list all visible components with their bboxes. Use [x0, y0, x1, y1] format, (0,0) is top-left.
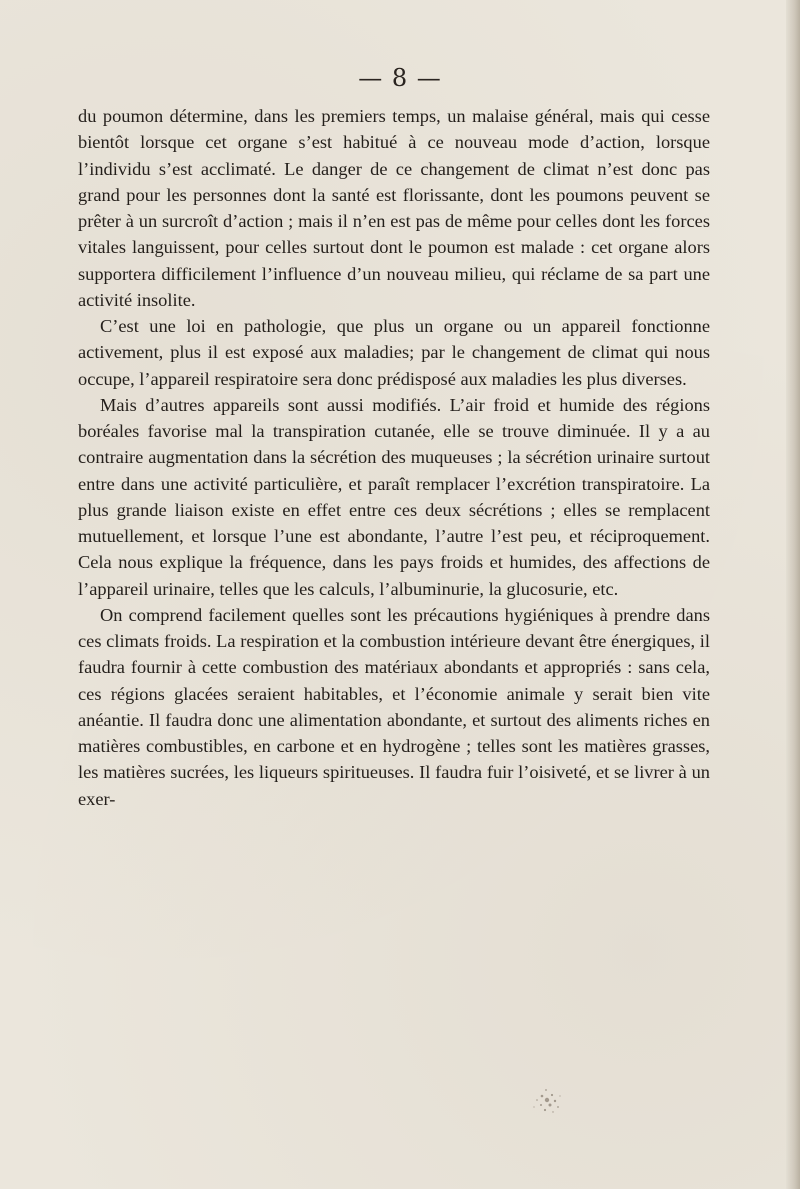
paragraph-3: Mais d’autres appareils sont aussi modifiés. L’air froid et humide des régions boréales favorise mal la transpiration cutanée, elle se trouve diminuée. Il y a au contraire augmentation dans la sécrétion des muqueuses ; la sécrétion urinaire surtout entre dans une activité particulière, et paraît remplacer l’excrétion transpiratoire. La plus grande liaison existe en effet entre ces deux sécrétions ; elles se remplacent mutuellement, et lorsque l’une est abondante, l’autre l’est peu, et réciproquement. Cela nous explique la fréquence, dans les pays froids et humides, des affections de l’appareil urinaire, telles que les calculs, l’albuminurie, la glucosurie, etc.: [78, 394, 710, 599]
paragraph-1: du poumon détermine, dans les premiers temps, un malaise général, mais qui cesse bientôt lorsque cet organe s’est habitué à ce nouveau mode d’action, lorsque l’individu s’est acclimaté. Le danger de ce changement de climat n’est donc pas grand pour les personnes dont la santé est florissante, dont les poumons peuvent se prêter à un surcroît d’action ; mais il n’en est pas de même pour celles dont les forces vitales languissent, pour celles surtout dont le poumon est malade : cet organe alors supportera difficilement l’influence d’un nouveau milieu, qui réclame de sa part une activité insolite.: [78, 106, 710, 310]
page-number: — 8 —: [358, 64, 442, 92]
paragraph-4: On comprend facilement quelles sont les précautions hygiéniques à prendre dans ces climats froids. La respiration et la combustion intérieure devant être énergiques, il faudra fournir à cette combustion des matériaux abondants et appropriés : sans cela, ces régions glacées seraient habitables, et l’économie animale y serait bien vite anéantie. Il faudra donc une alimentation abondante, et surtout des aliments riches en matières combustibles, en carbone et en hydrogène ; telles sont les matières grasses, les matières sucrées, les liqueurs spiritueuses. Il faudra fuir l’oisiveté, et se livrer à un exer-: [78, 604, 710, 809]
ink-stain-mark: [522, 1076, 572, 1126]
page-edge-shadow: [786, 0, 800, 1189]
paragraph-2: C’est une loi en pathologie, que plus un organe ou un appareil fonctionne activement, plus il est exposé aux maladies; par le changement de climat qui nous occupe, l’appareil respiratoire sera donc prédisposé aux maladies les plus diverses.: [78, 316, 710, 389]
body-text: [78, 103, 710, 812]
